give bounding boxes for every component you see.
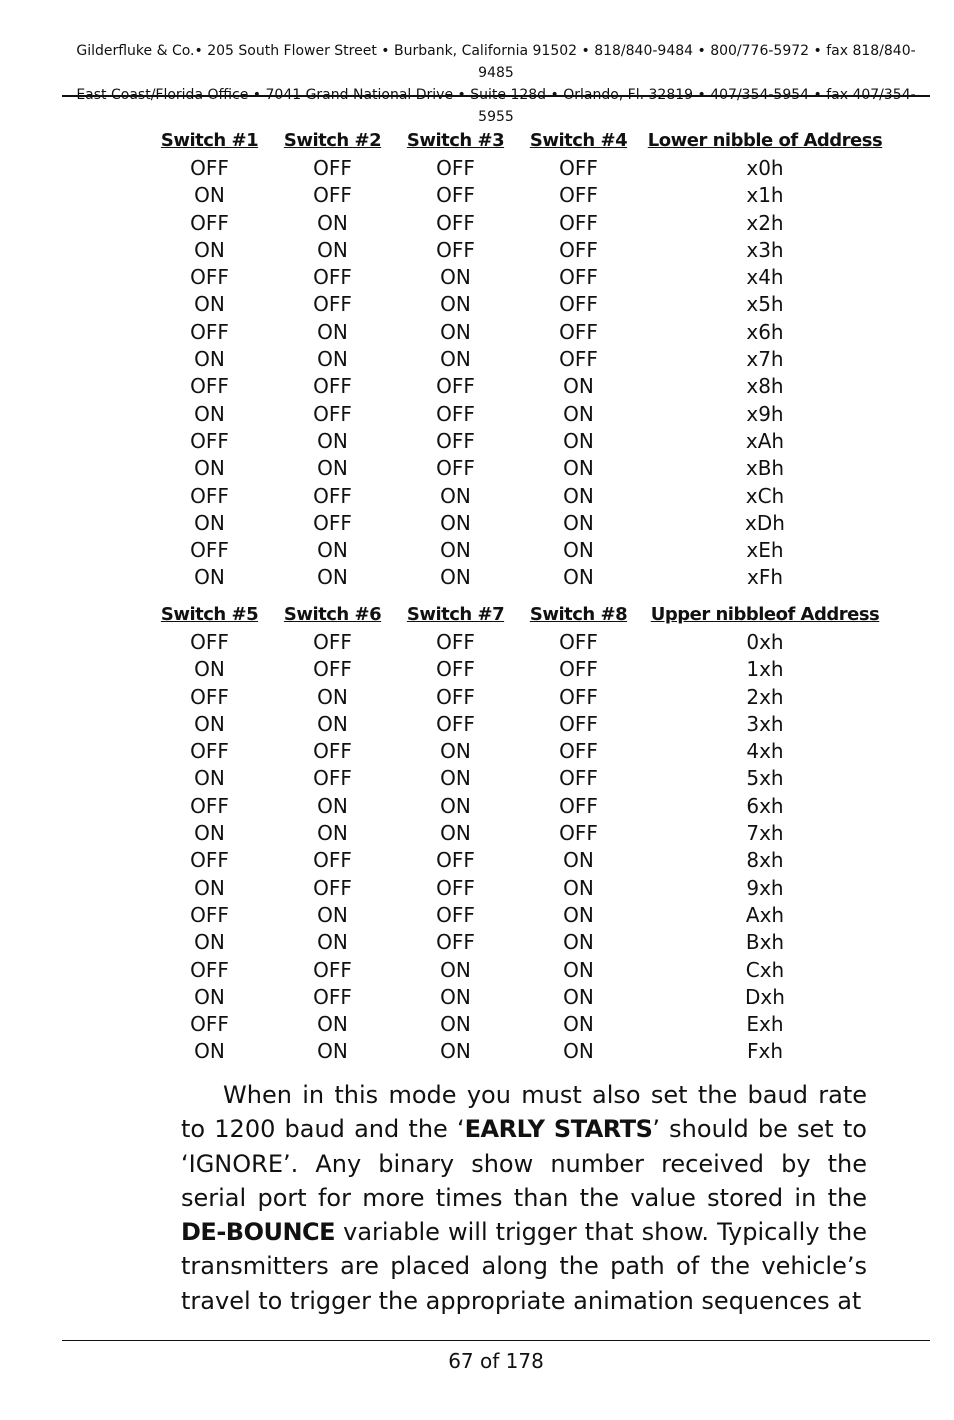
body-paragraph <box>181 1078 867 1318</box>
column-header: Switch #2 <box>283 130 382 151</box>
table-row <box>148 902 890 929</box>
switch-state-cell: ON <box>563 1012 594 1037</box>
switch-state-cell: OFF <box>313 401 352 426</box>
switch-state-cell: OFF <box>190 374 229 399</box>
switch-state-cell: OFF <box>436 456 475 481</box>
switch-state-cell: OFF <box>436 848 475 873</box>
switch-state-cell: OFF <box>313 957 352 982</box>
switch-state-cell: OFF <box>190 538 229 563</box>
switch-state-cell: ON <box>194 711 225 736</box>
address-cell: x3h <box>746 237 784 262</box>
table-row <box>148 564 890 591</box>
switch-state-cell: ON <box>563 1039 594 1064</box>
switch-state-cell: ON <box>194 657 225 682</box>
early-starts-term: EARLY STARTS <box>464 1115 653 1144</box>
switch-state-cell: ON <box>317 930 348 955</box>
address-cell: x0h <box>746 156 784 180</box>
switch-state-cell: ON <box>563 930 594 955</box>
switch-state-cell: OFF <box>559 347 598 372</box>
switch-state-cell: ON <box>440 347 471 372</box>
switch-state-cell: OFF <box>313 875 352 900</box>
switch-state-cell: ON <box>317 456 348 481</box>
switch-state-cell: OFF <box>190 210 229 235</box>
switch-state-cell: OFF <box>436 902 475 927</box>
switch-state-cell: ON <box>440 1039 471 1064</box>
address-cell: Fxh <box>746 1039 783 1064</box>
paragraph-text: When in this mode you must also set the baud rate to 1200 baud and the ‘ <box>181 1081 867 1144</box>
column-header: Upper nibbleof Address <box>650 604 880 625</box>
address-cell: 5xh <box>746 766 784 791</box>
switch-state-cell: OFF <box>559 657 598 682</box>
address-cell: 1xh <box>746 657 784 682</box>
switch-state-cell: ON <box>440 821 471 846</box>
switch-state-cell: ON <box>194 292 225 317</box>
switch-state-cell: ON <box>563 401 594 426</box>
table-row <box>148 847 890 874</box>
table-row <box>148 820 890 847</box>
switch-state-cell: ON <box>194 456 225 481</box>
table-row <box>148 629 890 656</box>
switch-state-cell: OFF <box>190 265 229 290</box>
footer-rule <box>62 1340 930 1341</box>
column-header: Switch #7 <box>406 604 505 625</box>
switch-state-cell: ON <box>563 957 594 982</box>
switch-state-cell: ON <box>194 766 225 791</box>
switch-state-cell: OFF <box>436 684 475 709</box>
header-line-1: Gilderfluke & Co.• 205 South Flower Street • Burbank, California 91502 • 818/840-9484 • 800/776-5972 • fax 818/840-9485 <box>76 43 916 81</box>
table-row <box>148 984 890 1011</box>
switch-state-cell: OFF <box>436 156 475 180</box>
address-cell: x1h <box>746 183 784 208</box>
upper-nibble-rows <box>148 629 890 1066</box>
address-cell: Axh <box>745 902 785 927</box>
switch-state-cell: OFF <box>313 183 352 208</box>
table-row <box>148 738 890 765</box>
address-cell: 0xh <box>746 630 784 654</box>
switch-state-cell: ON <box>194 183 225 208</box>
table-row <box>148 684 890 711</box>
address-cell: Dxh <box>745 984 785 1009</box>
switch-state-cell: ON <box>563 902 594 927</box>
switch-state-cell: OFF <box>436 210 475 235</box>
switch-state-cell: OFF <box>313 984 352 1009</box>
table-row <box>148 237 890 264</box>
switch-state-cell: OFF <box>559 183 598 208</box>
table-header-row <box>148 127 890 155</box>
switch-state-cell: OFF <box>436 374 475 399</box>
address-cell: x5h <box>746 292 784 317</box>
address-cell: 7xh <box>746 821 784 846</box>
table-row <box>148 346 890 373</box>
table-row <box>148 656 890 683</box>
switch-state-cell: ON <box>563 483 594 508</box>
switch-state-cell: OFF <box>190 483 229 508</box>
switch-state-cell: OFF <box>190 739 229 764</box>
address-cell: x7h <box>746 347 784 372</box>
switch-state-cell: ON <box>563 565 594 590</box>
switch-state-cell: OFF <box>313 265 352 290</box>
switch-state-cell: ON <box>563 875 594 900</box>
switch-state-cell: ON <box>194 347 225 372</box>
address-cell: xCh <box>745 483 785 508</box>
switch-state-cell: ON <box>194 821 225 846</box>
switch-state-cell: ON <box>194 1039 225 1064</box>
switch-state-cell: ON <box>563 538 594 563</box>
switch-state-cell: OFF <box>436 930 475 955</box>
address-cell: xBh <box>745 456 785 481</box>
switch-state-cell: OFF <box>190 848 229 873</box>
switch-state-cell: OFF <box>436 711 475 736</box>
table-row <box>148 1038 890 1065</box>
switch-state-cell: OFF <box>436 630 475 654</box>
table-row <box>148 929 890 956</box>
switch-state-cell: OFF <box>190 957 229 982</box>
table-row <box>148 957 890 984</box>
switch-state-cell: OFF <box>313 630 352 654</box>
switch-state-cell: ON <box>194 237 225 262</box>
switch-state-cell: ON <box>317 237 348 262</box>
switch-state-cell: OFF <box>313 657 352 682</box>
switch-state-cell: OFF <box>190 319 229 344</box>
table-row <box>148 210 890 237</box>
table-header-row <box>148 601 890 629</box>
column-header: Switch #3 <box>406 130 505 151</box>
switch-state-cell: OFF <box>190 684 229 709</box>
switch-state-cell: OFF <box>190 428 229 453</box>
table-row <box>148 455 890 482</box>
switch-state-cell: OFF <box>559 821 598 846</box>
switch-state-cell: OFF <box>190 630 229 654</box>
switch-state-cell: OFF <box>559 766 598 791</box>
switch-state-cell: ON <box>194 401 225 426</box>
column-header: Lower nibble of Address <box>647 130 883 151</box>
switch-state-cell: ON <box>563 848 594 873</box>
switch-state-cell: OFF <box>313 510 352 535</box>
switch-state-cell: ON <box>317 902 348 927</box>
switch-state-cell: ON <box>440 739 471 764</box>
switch-state-cell: ON <box>440 984 471 1009</box>
switch-state-cell: OFF <box>559 156 598 180</box>
switch-state-cell: OFF <box>436 657 475 682</box>
page-header <box>62 40 930 128</box>
table-row <box>148 373 890 400</box>
switch-state-cell: ON <box>194 875 225 900</box>
switch-state-cell: ON <box>317 319 348 344</box>
switch-state-cell: OFF <box>436 875 475 900</box>
page-number: 67 of 178 <box>448 1349 544 1373</box>
switch-state-cell: ON <box>194 510 225 535</box>
switch-state-cell: OFF <box>436 237 475 262</box>
switch-state-cell: OFF <box>313 848 352 873</box>
switch-state-cell: OFF <box>436 183 475 208</box>
switch-state-cell: OFF <box>559 711 598 736</box>
table-row <box>148 428 890 455</box>
switch-state-cell: OFF <box>313 156 352 180</box>
address-cell: xDh <box>745 510 785 535</box>
switch-state-cell: ON <box>440 292 471 317</box>
switch-state-cell: ON <box>440 510 471 535</box>
switch-state-cell: ON <box>440 319 471 344</box>
switch-state-cell: OFF <box>559 237 598 262</box>
switch-state-cell: OFF <box>313 292 352 317</box>
switch-state-cell: ON <box>317 428 348 453</box>
column-header: Switch #8 <box>529 604 628 625</box>
switch-state-cell: ON <box>440 766 471 791</box>
address-cell: 6xh <box>746 793 784 818</box>
column-header: Switch #4 <box>529 130 628 151</box>
table-row <box>148 510 890 537</box>
switch-state-cell: OFF <box>559 292 598 317</box>
switch-state-cell: ON <box>440 565 471 590</box>
address-cell: x4h <box>746 265 784 290</box>
switch-state-cell: ON <box>563 510 594 535</box>
address-cell: xAh <box>745 428 785 453</box>
switch-state-cell: ON <box>317 538 348 563</box>
address-cell: x8h <box>746 374 784 399</box>
table-row <box>148 875 890 902</box>
switch-state-cell: ON <box>563 456 594 481</box>
upper-nibble-table <box>148 601 890 1066</box>
switch-state-cell: ON <box>194 984 225 1009</box>
switch-state-cell: ON <box>563 984 594 1009</box>
address-cell: Cxh <box>745 957 785 982</box>
switch-state-cell: ON <box>317 711 348 736</box>
switch-state-cell: OFF <box>190 1012 229 1037</box>
address-cell: Exh <box>746 1012 784 1037</box>
table-row <box>148 765 890 792</box>
switch-state-cell: ON <box>317 821 348 846</box>
switch-state-cell: ON <box>194 565 225 590</box>
header-line-2: East Coast/Florida Office • 7041 Grand National Drive • Suite 128d • Orlando, Fl. 32819 • 407/354-5954 • fax 407/354-5955 <box>76 87 916 125</box>
column-header: Switch #1 <box>160 130 259 151</box>
switch-state-cell: ON <box>563 374 594 399</box>
switch-state-cell: OFF <box>190 902 229 927</box>
address-cell: xEh <box>746 538 784 563</box>
switch-state-cell: ON <box>317 684 348 709</box>
switch-state-cell: OFF <box>190 156 229 180</box>
switch-state-cell: OFF <box>190 793 229 818</box>
switch-state-cell: OFF <box>313 739 352 764</box>
switch-state-cell: ON <box>440 1012 471 1037</box>
header-rule <box>62 95 930 97</box>
switch-state-cell: OFF <box>559 265 598 290</box>
switch-state-cell: ON <box>317 793 348 818</box>
switch-state-cell: ON <box>317 347 348 372</box>
lower-nibble-rows <box>148 155 890 592</box>
table-row <box>148 155 890 182</box>
address-cell: 8xh <box>746 848 784 873</box>
switch-state-cell: ON <box>317 1012 348 1037</box>
paragraph-text: variable will trigger that show. Typically the transmitters are placed along the path of the vehicle’s travel to trigger the appropriate animation sequences at <box>181 1218 867 1315</box>
switch-state-cell: OFF <box>559 630 598 654</box>
switch-state-cell: ON <box>440 483 471 508</box>
debounce-term: DE-BOUNCE <box>181 1218 336 1247</box>
table-row <box>148 264 890 291</box>
table-row <box>148 483 890 510</box>
column-header: Switch #6 <box>283 604 382 625</box>
switch-state-cell: ON <box>563 428 594 453</box>
switch-state-cell: OFF <box>559 210 598 235</box>
address-cell: xFh <box>746 565 783 590</box>
column-header: Switch #5 <box>160 604 259 625</box>
switch-state-cell: OFF <box>313 483 352 508</box>
table-row <box>148 319 890 346</box>
address-cell: 9xh <box>746 875 784 900</box>
table-row <box>148 711 890 738</box>
address-cell: x6h <box>746 319 784 344</box>
address-cell: 2xh <box>746 684 784 709</box>
switch-state-cell: ON <box>194 930 225 955</box>
address-cell: 3xh <box>746 711 784 736</box>
lower-nibble-table <box>148 127 890 592</box>
switch-state-cell: OFF <box>559 684 598 709</box>
table-row <box>148 401 890 428</box>
address-cell: x9h <box>746 401 784 426</box>
switch-state-cell: OFF <box>559 319 598 344</box>
table-row <box>148 1011 890 1038</box>
switch-state-cell: ON <box>440 957 471 982</box>
switch-state-cell: ON <box>317 210 348 235</box>
table-row <box>148 182 890 209</box>
switch-state-cell: OFF <box>313 766 352 791</box>
switch-state-cell: ON <box>440 538 471 563</box>
address-cell: Bxh <box>745 930 785 955</box>
switch-state-cell: OFF <box>436 401 475 426</box>
switch-state-cell: ON <box>317 565 348 590</box>
switch-state-cell: OFF <box>559 739 598 764</box>
table-row <box>148 537 890 564</box>
address-cell: 4xh <box>746 739 784 764</box>
switch-state-cell: OFF <box>313 374 352 399</box>
switch-state-cell: ON <box>440 265 471 290</box>
table-row <box>148 291 890 318</box>
table-row <box>148 793 890 820</box>
switch-state-cell: ON <box>317 1039 348 1064</box>
address-cell: x2h <box>746 210 784 235</box>
switch-state-cell: OFF <box>436 428 475 453</box>
switch-state-cell: ON <box>440 793 471 818</box>
switch-state-cell: OFF <box>559 793 598 818</box>
paragraph-text: ’ should be set to ‘IGNORE’. Any binary show number received by the serial port for more times than the value stored in the <box>181 1115 867 1212</box>
